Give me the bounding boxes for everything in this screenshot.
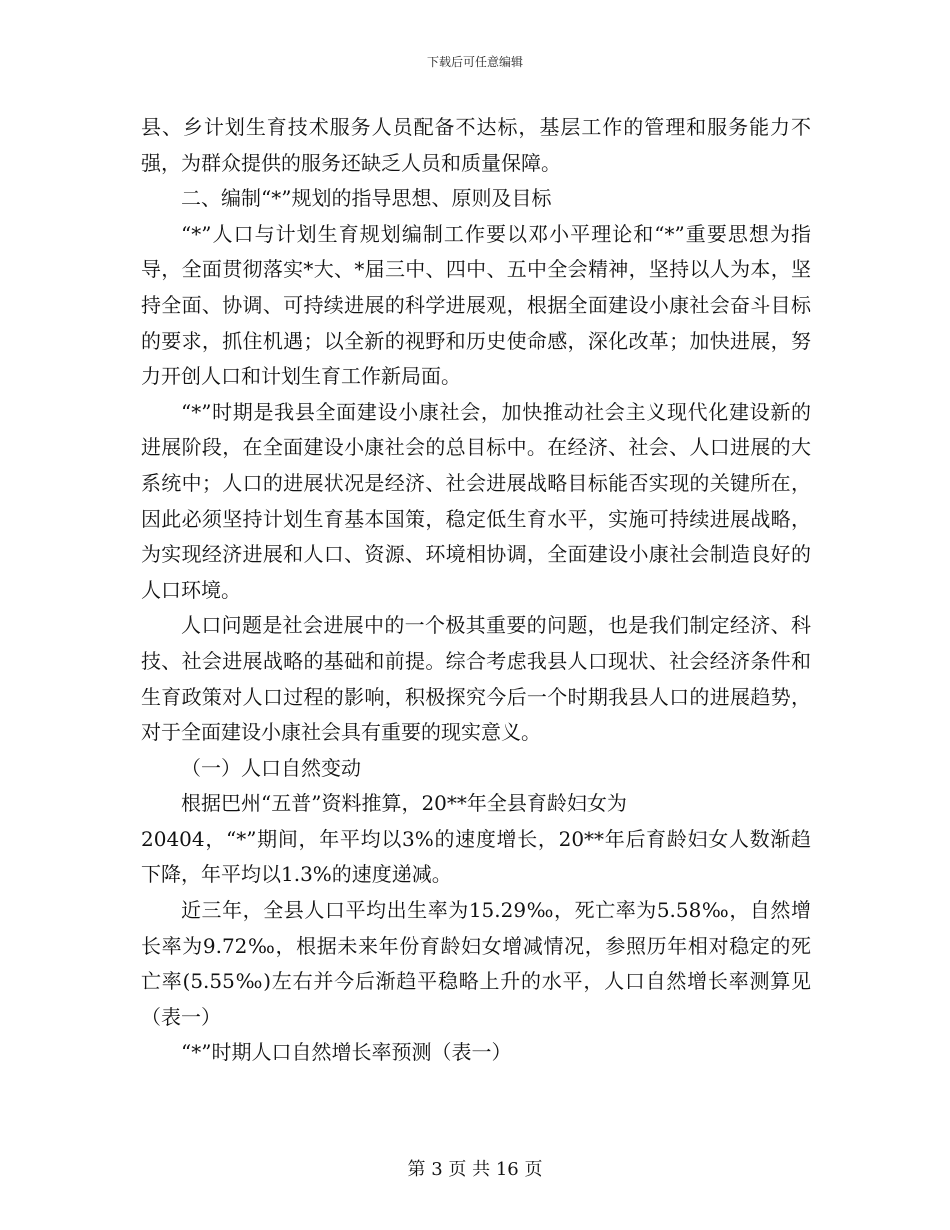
paragraph: 人口问题是社会进展中的一个极其重要的问题，也是我们制定经济、科技、社会进展战略的基础和前提。综合考虑我县人口现状、社会经济条件和生育政策对人口过程的影响，积极探究今后一个时期我县人口的进展趋势，对于全面建设小康社会具有重要的现实意义。: [141, 613, 811, 745]
table-caption: “*”时期人口自然增长率预测（表一）: [181, 1040, 512, 1065]
page-footer: 第 3 页 共 16 页: [407, 1159, 543, 1180]
paragraph: 根据巴州“五普”资料推算，20**年全县育龄妇女为: [181, 791, 627, 816]
section-heading: 二、编制“*”规划的指导思想、原则及目标: [181, 186, 552, 211]
paragraph: “*”时期是我县全面建设小康社会，加快推动社会主义现代化建设新的进展阶段，在全面建设小康社会的总目标中。在经济、社会、人口进展的大系统中；人口的进展状况是经济、社会进展战略目标能否实现的关键所在，因此必须坚持计划生育基本国策，稳定低生育水平，实施可持续进展战略，为实现经济进展和人口、资源、环境相协调，全面建设小康社会制造良好的人口环境。: [141, 399, 811, 602]
paragraph: 近三年，全县人口平均出生率为15.29‰，死亡率为5.58‰，自然增长率为9.72‰，根据未来年份育龄妇女增减情况，参照历年相对稳定的死亡率(5.55‰)左右并今后渐趋平稳略上升的水平，人口自然增长率测算见（表一）: [141, 898, 811, 1029]
document-body: [141, 110, 811, 1071]
paragraph: 20404，“*”期间，年平均以3%的速度增长，20**年后育龄妇女人数渐趋下降，年平均以1.3%的速度递减。: [141, 826, 811, 887]
page-header: 下载后可任意编辑: [426, 55, 523, 69]
paragraph: 县、乡计划生育技术服务人员配备不达标，基层工作的管理和服务能力不强，为群众提供的服务还缺乏人员和质量保障。: [141, 115, 811, 175]
paragraph: “*”人口与计划生育规划编制工作要以邓小平理论和“*”重要思想为指导，全面贯彻落实*大、*届三中、四中、五中全会精神，坚持以人为本，坚持全面、协调、可持续进展的科学进展观，根据全面建设小康社会奋斗目标的要求，抓住机遇；以全新的视野和历史使命感，深化改革；加快进展，努力开创人口和计划生育工作新局面。: [141, 221, 811, 389]
subsection-heading: （一）人口自然变动: [181, 755, 361, 780]
